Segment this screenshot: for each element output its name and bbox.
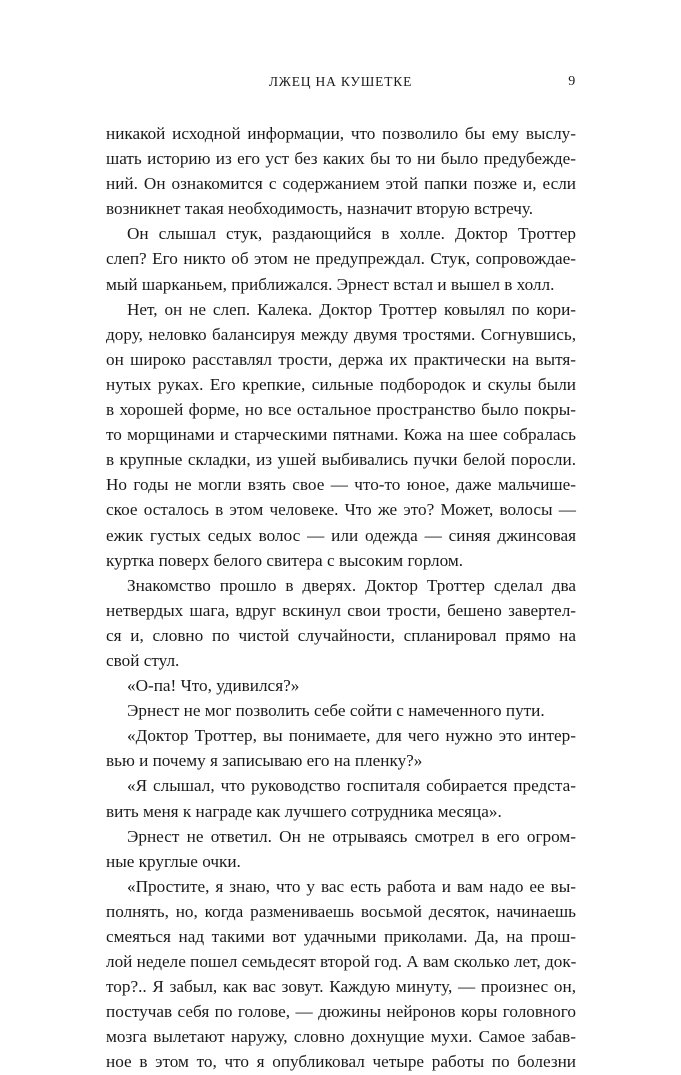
text-line: «Простите, я знаю, что у вас есть работа и вам надо ее вы- xyxy=(127,876,576,896)
text-line: полнять, но, когда размениваешь восьмой десяток, начинаешь xyxy=(106,901,576,921)
text-line: мозга вылетают наружу, словно дохнущие мухи. Самое забав- xyxy=(106,1027,576,1047)
text-line: Но годы не могли взять свое — что-то юное, даже мальчише- xyxy=(106,475,576,495)
page-header xyxy=(0,74,681,94)
text-line: ные круглые очки. xyxy=(106,851,241,871)
text-line: ное в этом то, что я опубликовал четыре работы по болезни xyxy=(106,1052,576,1072)
text-line: Нет, он не слеп. Калека. Доктор Троттер ковылял по кори- xyxy=(127,299,576,319)
text-line: «О-па! Что, удивился?» xyxy=(127,676,300,696)
text-line: мый шарканьем, приближался. Эрнест встал и вышел в холл. xyxy=(106,274,555,294)
text-line: он широко расставлял трости, держа их практически на вытя- xyxy=(106,349,576,369)
body-text xyxy=(106,121,576,1075)
text-line: ское осталось в этом человеке. Что же это? Может, волосы — xyxy=(106,500,576,520)
page-number: 9 xyxy=(568,74,576,89)
text-line: «Доктор Троттер, вы понимаете, для чего нужно это интер- xyxy=(127,726,576,746)
text-line: ся и, словно по чистой случайности, спланировал прямо на xyxy=(106,625,576,645)
text-line: вить меня к награде как лучшего сотрудника месяца». xyxy=(106,801,502,821)
text-line: ежик густых седых волос — или одежда — синяя джинсовая xyxy=(106,525,576,545)
text-line: лой неделе пошел семьдесят второй год. А вам сколько лет, док- xyxy=(106,952,577,972)
text-line: нетвердых шага, вдруг вскинул свои трости, бешено завертел- xyxy=(106,600,576,620)
text-line: то морщинами и старческими пятнами. Кожа на шее собралась xyxy=(106,425,576,445)
text-line: нутых руках. Его крепкие, сильные подбородок и скулы были xyxy=(106,374,576,394)
text-line: «Я слышал, что руководство госпиталя собирается предста- xyxy=(127,776,576,796)
text-line: Эрнест не ответил. Он не отрываясь смотрел в его огром- xyxy=(127,826,576,846)
text-line: ний. Он ознакомится с содержанием этой папки позже и, если xyxy=(106,174,576,194)
text-line: Он слышал стук, раздающийся в холле. Доктор Троттер xyxy=(127,224,576,244)
text-line: дору, неловко балансируя между двумя тростями. Согнувшись, xyxy=(106,324,576,344)
text-line: тор?.. Я забыл, как вас зовут. Каждую минуту, — произнес он, xyxy=(106,977,576,997)
text-line: свой стул. xyxy=(106,650,180,670)
text-line: Знакомство прошло в дверях. Доктор Троттер сделал два xyxy=(127,575,576,595)
text-line: смеяться над такими вот удачными приколами. Да, на прош- xyxy=(106,927,576,946)
text-line: никакой исходной информации, что позволило бы ему выслу- xyxy=(106,124,576,143)
text-line: шать историю из его уст без каких бы то ни было предубежде- xyxy=(106,149,576,169)
text-line: постучав себя по голове, — дюжины нейронов коры головного xyxy=(106,1002,576,1022)
text-line: куртка поверх белого свитера с высоким горлом. xyxy=(106,550,464,570)
running-title: ЛЖЕЦ НА КУШЕТКЕ xyxy=(268,74,413,89)
text-line: вью и почему я записываю его на пленку?» xyxy=(106,751,423,771)
text-line: в хорошей форме, но все остальное пространство было покры- xyxy=(106,400,576,420)
text-line: в крупные складки, из ушей выбивались пучки белой поросли. xyxy=(106,450,576,470)
text-line: слеп? Его никто об этом не предупреждал. Стук, сопровождае- xyxy=(106,249,576,269)
text-line: Эрнест не мог позволить себе сойти с намеченного пути. xyxy=(127,701,545,721)
text-line: возникнет такая необходимость, назначит вторую встречу. xyxy=(106,199,534,219)
